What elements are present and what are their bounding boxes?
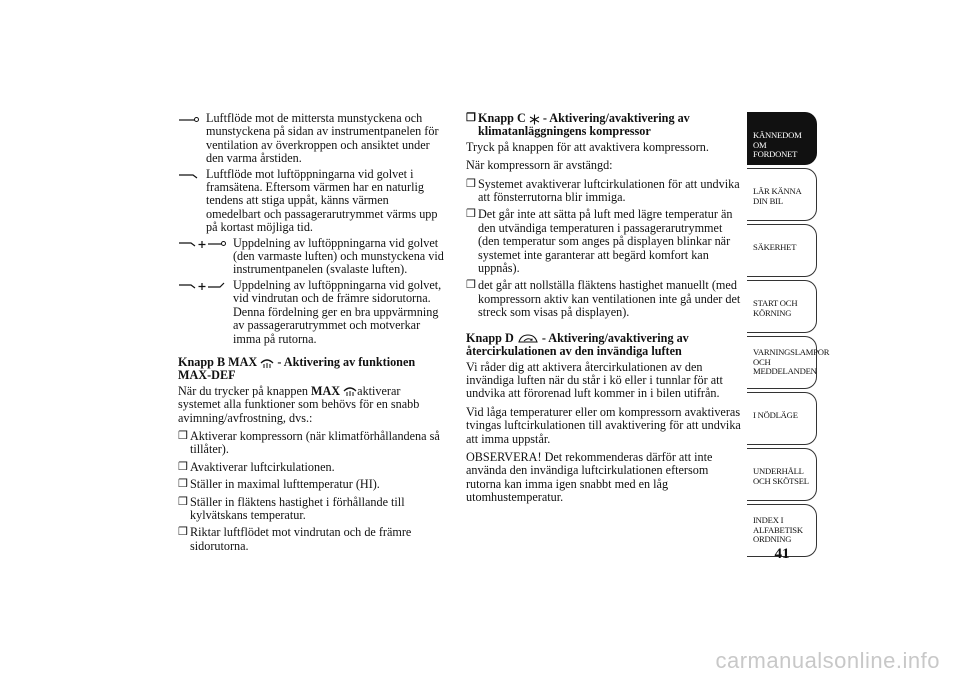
tab-start-och-korning[interactable]: START OCH KÖRNING [747,280,817,333]
tab-sakerhet[interactable]: SÄKERHET [747,224,817,277]
list-item: ❒ Ställer in fläktens hastighet i förhållande till kylvätskans temperatur. [178,494,405,522]
recirc-heading: Knapp D - Aktivering/avaktivering av återcirkulationen av den invändiga luften [466,330,689,359]
list-item: ❒ Det går inte att sätta på luft med lägre temperatur än den utvändiga temperaturen i passagerarutrymmet (den temperatur som anges på displayen blinkar när systemet inte garanterar att begärd komfort kan uppnås). [466,207,733,276]
defrost-icon [343,384,357,398]
left-column [178,112,446,557]
watermark: carmanualsonline.info [715,648,940,673]
tab-kannedom-om-fordonet[interactable]: KÄNNEDOM OM FORDONET [747,112,817,165]
airflow-item [178,168,446,235]
bullet-glyph: ❒ [178,495,188,508]
defrost-icon [260,355,274,369]
airflow-text: Luftflöde mot luftöppningarna vid golvet i framsätena. Eftersom värmen har en naturlig tendens att stiga uppåt, känns värmen omedelbart och passagerarutrymmet värms upp på kortast möjliga tid. [206,166,438,235]
paragraph: Vi råder dig att aktivera återcirkulationen av den invändiga luften när du står i kö eller i tunnlar för att undvika att förorenad luft kommer in i bilen utifrån. [466,359,723,401]
bullet-glyph: ❒ [178,460,188,473]
paragraph: Vid låga temperaturer eller om kompressorn avaktiveras tvingas luftcirkulationen till avaktivering för att undvika att imma uppstår. [466,404,741,446]
compressor-heading: ❒ Knapp C - Aktivering/avaktivering av klimatanläggningens kompressor [466,111,690,139]
bullet-glyph: ❒ [178,526,188,539]
tab-varningslampor[interactable]: VARNINGSLAMPOR OCH MEDDELANDEN [747,336,817,389]
airflow-floor-plus-center-icon [178,237,228,250]
bullet-glyph: ❒ [178,429,188,442]
bullet-glyph: ❒ [178,478,188,491]
page-number: 41 [774,546,790,562]
airflow-text: Uppdelning av luftöppningarna vid golvet (den varmaste luften) och munstyckena vid instrumentpanelen (svalaste luften). [233,235,444,277]
airflow-floor-icon [178,168,200,181]
bullet-glyph: ❒ [466,208,476,221]
maxdef-heading: Knapp B MAX - Aktivering av funktionen MAX-DEF [178,354,416,383]
airflow-floor-plus-windscreen-icon [178,279,228,292]
paragraph: Tryck på knappen för att avaktivera kompressorn. [466,139,709,154]
tab-index[interactable]: INDEX I ALFABETISK ORDNING [747,504,817,557]
list-item: ❒ Ställer in maximal lufttemperatur (HI). [178,477,380,492]
snowflake-icon [529,111,540,125]
airflow-item [178,279,446,346]
list-item: ❒ Avaktiverar luftcirkulationen. [178,459,335,474]
note-paragraph: OBSERVERA! Det rekommenderas därför att inte använda den invändiga luftcirkulationen eftersom rutorna kan imma igen snabbt med en låg utomhustemperatur. [466,449,713,505]
list-item: ❒ det går att nollställa fläktens hastighet manuellt (med kompressorn aktiv kan ventilationen inte gå under det streck som visas på displayen). [466,278,741,320]
airflow-item [178,112,446,166]
bullet-glyph: ❒ [466,177,476,190]
airflow-text: Luftflöde mot de mittersta munstyckena och munstyckena på sidan av instrumentpanelen för ventilation av överkroppen och ansiktet under den varma årstiden. [206,111,439,166]
recirculation-icon [517,331,539,345]
tab-lar-kanna-din-bil[interactable]: LÄR KÄNNA DIN BIL [747,168,817,221]
bullet-glyph: ❒ [466,112,476,124]
list-item: ❒ Riktar luftflödet mot vindrutan och de främre sidorutorna. [178,525,412,553]
paragraph: När kompressorn är avstängd: [466,158,613,173]
tab-i-nodlage[interactable]: I NÖDLÄGE [747,392,817,445]
airflow-text: Uppdelning av luftöppningarna vid golvet, vid vindrutan och de främre sidorutorna. Denna fördelning ger en bra uppvärmning av passagerarutrymmet och motverkar imma på rutorna. [233,277,442,346]
airflow-item [178,237,446,277]
right-column [466,112,742,510]
tab-underhall-och-skotsel[interactable]: UNDERHÅLL OCH SKÖTSEL [747,448,817,501]
bullet-glyph: ❒ [466,279,476,292]
chapter-index-sidebar [747,112,830,560]
list-item: ❒ Aktiverar kompressorn (när klimatförhållandena så tillåter). [178,428,440,457]
airflow-center-icon [178,112,200,125]
maxdef-intro: När du trycker på knappen MAX aktiverar systemet alla funktioner som behövs för en snabb avimning/avfrostning, dvs.: [178,383,420,425]
list-item: ❒ Systemet avaktiverar luftcirkulationen för att undvika att fönsterrutorna blir immiga. [466,176,740,205]
